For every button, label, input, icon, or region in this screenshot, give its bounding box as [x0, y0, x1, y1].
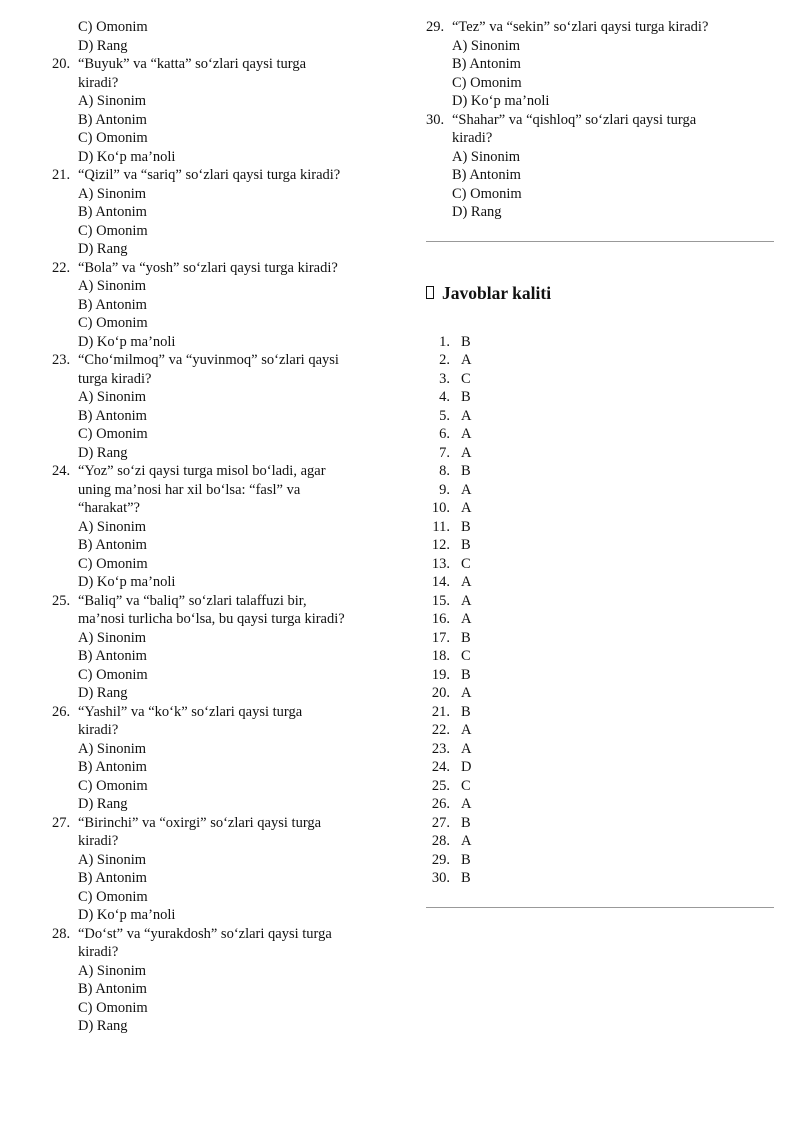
question-list	[52, 55, 382, 1036]
missing-glyph-icon	[426, 286, 434, 299]
option: C) Omonim	[78, 130, 148, 146]
option: A) Sinonim	[78, 389, 147, 405]
question-item	[52, 925, 382, 1036]
option: B) Antonim	[78, 407, 147, 424]
answer-key-item	[426, 740, 774, 759]
question-number: 21.	[52, 167, 71, 183]
answer-letter: B	[461, 333, 471, 350]
option: B) Antonim	[78, 111, 147, 128]
answer-key-item	[426, 407, 774, 426]
option: B) Antonim	[78, 870, 147, 886]
answer-letter: A	[461, 574, 472, 590]
option: C) Omonim	[452, 74, 522, 91]
answer-key-item	[426, 814, 774, 833]
option: A) Sinonim	[78, 629, 147, 646]
answer-number: 4.	[439, 389, 450, 405]
answer-letter: B	[461, 814, 471, 831]
answer-number: 3.	[439, 370, 450, 387]
answer-letter: A	[461, 796, 472, 812]
answer-number: 6.	[439, 426, 450, 442]
answer-number: 20.	[431, 685, 450, 701]
answer-number: 27.	[431, 814, 450, 831]
answer-key-item	[426, 795, 774, 814]
answer-number: 15.	[431, 592, 450, 609]
answer-number: 7.	[439, 444, 450, 461]
option: C) Omonim	[78, 315, 148, 331]
question-text: “Tez” va “sekin” so‘zlari qaysi turga kiradi?	[452, 19, 709, 35]
question-number: 20.	[52, 56, 71, 72]
question-item	[52, 55, 382, 166]
option: D) Rang	[78, 241, 128, 257]
option: C) Omonim	[78, 19, 148, 35]
answer-number: 8.	[439, 463, 450, 479]
answer-letter: B	[461, 518, 471, 535]
answer-key-item	[426, 499, 774, 518]
left-column	[52, 18, 382, 1036]
option: A) Sinonim	[78, 185, 147, 202]
answer-key-item	[426, 481, 774, 500]
question-item	[52, 166, 382, 259]
answer-letter: A	[461, 352, 472, 368]
question-text: kiradi?	[78, 74, 119, 91]
question-number: 22.	[52, 259, 71, 276]
answer-letter: B	[461, 389, 471, 405]
option: C) Omonim	[78, 426, 148, 442]
option: D) Ko‘p ma’noli	[78, 148, 176, 165]
option: B) Antonim	[78, 537, 147, 553]
answer-letter: A	[461, 592, 472, 609]
answer-key-heading	[426, 282, 774, 304]
option: D) Rang	[452, 204, 502, 220]
answer-key-title: Javoblar kaliti	[442, 282, 552, 303]
question-text: “harakat”?	[78, 500, 140, 516]
question-text: “Buyuk” va “katta” so‘zlari qaysi turga	[78, 56, 307, 72]
answer-key-item	[426, 684, 774, 703]
answer-key-item	[426, 647, 774, 666]
option: D) Rang	[78, 796, 128, 812]
question-text: turga kiradi?	[78, 370, 152, 387]
question-item	[52, 462, 382, 592]
answer-key-item	[426, 629, 774, 648]
option: B) Antonim	[452, 56, 521, 72]
answer-key-item	[426, 462, 774, 481]
question-text: kiradi?	[78, 833, 119, 849]
answer-number: 12.	[431, 537, 450, 553]
question-number: 28.	[52, 925, 71, 942]
option: B) Antonim	[452, 167, 521, 183]
option: D) Ko‘p ma’noli	[78, 907, 176, 923]
question-item	[52, 814, 382, 925]
answer-letter: A	[461, 722, 472, 738]
answer-number: 9.	[439, 481, 450, 498]
answer-number: 25.	[431, 777, 450, 794]
option: C) Omonim	[78, 222, 148, 239]
option: A) Sinonim	[78, 518, 147, 535]
answer-number: 29.	[431, 851, 450, 868]
option: D) Rang	[78, 1018, 128, 1034]
answer-key-item	[426, 351, 774, 370]
question-number: 29.	[426, 19, 445, 35]
answer-key-item	[426, 721, 774, 740]
option: C) Omonim	[78, 555, 148, 572]
answer-letter: A	[461, 833, 472, 849]
answer-number: 21.	[431, 703, 450, 720]
answer-letter: C	[461, 648, 471, 664]
answer-letter: A	[461, 500, 472, 516]
answer-letter: A	[461, 481, 472, 498]
option: D) Rang	[78, 685, 128, 701]
answer-key-item	[426, 666, 774, 685]
option: B) Antonim	[78, 296, 147, 313]
question-text: “Do‘st” va “yurakdosh” so‘zlari qaysi turga	[78, 925, 332, 942]
answer-number: 19.	[431, 666, 450, 683]
option: B) Antonim	[78, 648, 147, 664]
answer-number: 26.	[431, 796, 450, 812]
answer-key-item	[426, 592, 774, 611]
option: C) Omonim	[78, 777, 148, 794]
option: A) Sinonim	[78, 740, 147, 757]
option: C) Omonim	[452, 185, 522, 202]
option: B) Antonim	[78, 759, 147, 775]
question-item	[52, 259, 382, 352]
answer-letter: B	[461, 537, 471, 553]
answer-key-item	[426, 573, 774, 592]
answer-key-item	[426, 555, 774, 574]
answer-number: 18.	[431, 648, 450, 664]
option: A) Sinonim	[78, 93, 147, 109]
answer-key-item	[426, 832, 774, 851]
option: A) Sinonim	[452, 37, 521, 54]
answer-number: 10.	[431, 500, 450, 516]
answer-letter: B	[461, 463, 471, 479]
divider	[426, 241, 774, 242]
answer-letter: A	[461, 444, 472, 461]
option: B) Antonim	[78, 204, 147, 220]
question-text: kiradi?	[452, 130, 493, 146]
question-item	[52, 592, 382, 703]
answer-number: 1.	[439, 333, 450, 350]
answer-key-item	[426, 518, 774, 537]
answer-key-item	[426, 370, 774, 389]
option: C) Omonim	[78, 888, 148, 905]
question-text: “Qizil” va “sariq” so‘zlari qaysi turga kiradi?	[78, 167, 341, 183]
answer-letter: C	[461, 555, 471, 572]
answer-letter: C	[461, 370, 471, 387]
answer-key-item	[426, 333, 774, 352]
answer-key-item	[426, 703, 774, 722]
answer-key-item	[426, 610, 774, 629]
option: A) Sinonim	[452, 148, 521, 165]
answer-number: 14.	[431, 574, 450, 590]
answer-letter: A	[461, 407, 472, 424]
question-list	[426, 18, 774, 222]
answer-key-item	[426, 444, 774, 463]
question-number: 24.	[52, 463, 71, 479]
answer-key-item	[426, 777, 774, 796]
answer-number: 16.	[431, 611, 450, 627]
question-item	[426, 18, 774, 111]
answer-key-list	[426, 333, 774, 888]
answer-letter: B	[461, 870, 471, 886]
question-number: 27.	[52, 814, 71, 831]
question-text: “Birinchi” va “oxirgi” so‘zlari qaysi turga	[78, 814, 322, 831]
question-item	[52, 351, 382, 462]
question-text: kiradi?	[78, 722, 119, 738]
question-text: “Yoz” so‘zi qaysi turga misol bo‘ladi, agar	[78, 463, 326, 479]
divider	[426, 907, 774, 908]
right-column	[426, 18, 774, 908]
question-text: uning ma’nosi har xil bo‘lsa: “fasl” va	[78, 481, 301, 498]
question-item	[426, 111, 774, 222]
question-text: kiradi?	[78, 944, 119, 960]
answer-letter: B	[461, 666, 471, 683]
answer-number: 2.	[439, 352, 450, 368]
answer-key-item	[426, 758, 774, 777]
option: A) Sinonim	[78, 962, 147, 979]
answer-key-item	[426, 388, 774, 407]
answer-key-item	[426, 536, 774, 555]
answer-number: 5.	[439, 407, 450, 424]
answer-letter: B	[461, 629, 471, 646]
answer-number: 24.	[431, 759, 450, 775]
option: B) Antonim	[78, 981, 147, 997]
question-number: 25.	[52, 592, 71, 609]
answer-number: 13.	[431, 555, 450, 572]
answer-letter: B	[461, 851, 471, 868]
answer-letter: A	[461, 685, 472, 701]
answer-letter: A	[461, 740, 472, 757]
answer-letter: D	[461, 759, 472, 775]
question-text: ma’nosi turlicha bo‘lsa, bu qaysi turga kiradi?	[78, 611, 345, 627]
option: D) Ko‘p ma’noli	[78, 333, 176, 350]
answer-letter: A	[461, 611, 472, 627]
option: D) Ko‘p ma’noli	[452, 93, 550, 109]
answer-key-item	[426, 869, 774, 888]
option: C) Omonim	[78, 666, 148, 683]
option: D) Rang	[78, 37, 128, 54]
question-number: 26.	[52, 703, 71, 720]
answer-key-item	[426, 851, 774, 870]
question-text: “Yashil” va “ko‘k” so‘zlari qaysi turga	[78, 703, 303, 720]
continued-options	[52, 18, 382, 55]
question-number: 23.	[52, 352, 71, 368]
option: D) Rang	[78, 444, 128, 461]
answer-number: 17.	[431, 629, 450, 646]
question-item	[52, 703, 382, 814]
answer-number: 22.	[431, 722, 450, 738]
answer-number: 23.	[431, 740, 450, 757]
option: A) Sinonim	[78, 851, 147, 868]
question-text: “Baliq” va “baliq” so‘zlari talaffuzi bir,	[78, 592, 307, 609]
option: D) Ko‘p ma’noli	[78, 574, 176, 590]
question-text: “Cho‘milmoq” va “yuvinmoq” so‘zlari qaysi	[78, 352, 339, 368]
question-text: “Shahar” va “qishloq” so‘zlari qaysi turga	[452, 111, 697, 128]
answer-number: 30.	[431, 870, 450, 886]
option: A) Sinonim	[78, 278, 147, 294]
answer-key-item	[426, 425, 774, 444]
answer-number: 11.	[432, 518, 450, 535]
question-number: 30.	[426, 111, 445, 128]
answer-letter: C	[461, 777, 471, 794]
answer-number: 28.	[431, 833, 450, 849]
answer-letter: B	[461, 703, 471, 720]
question-text: “Bola” va “yosh” so‘zlari qaysi turga kiradi?	[78, 259, 338, 276]
answer-letter: A	[461, 426, 472, 442]
option: C) Omonim	[78, 999, 148, 1016]
